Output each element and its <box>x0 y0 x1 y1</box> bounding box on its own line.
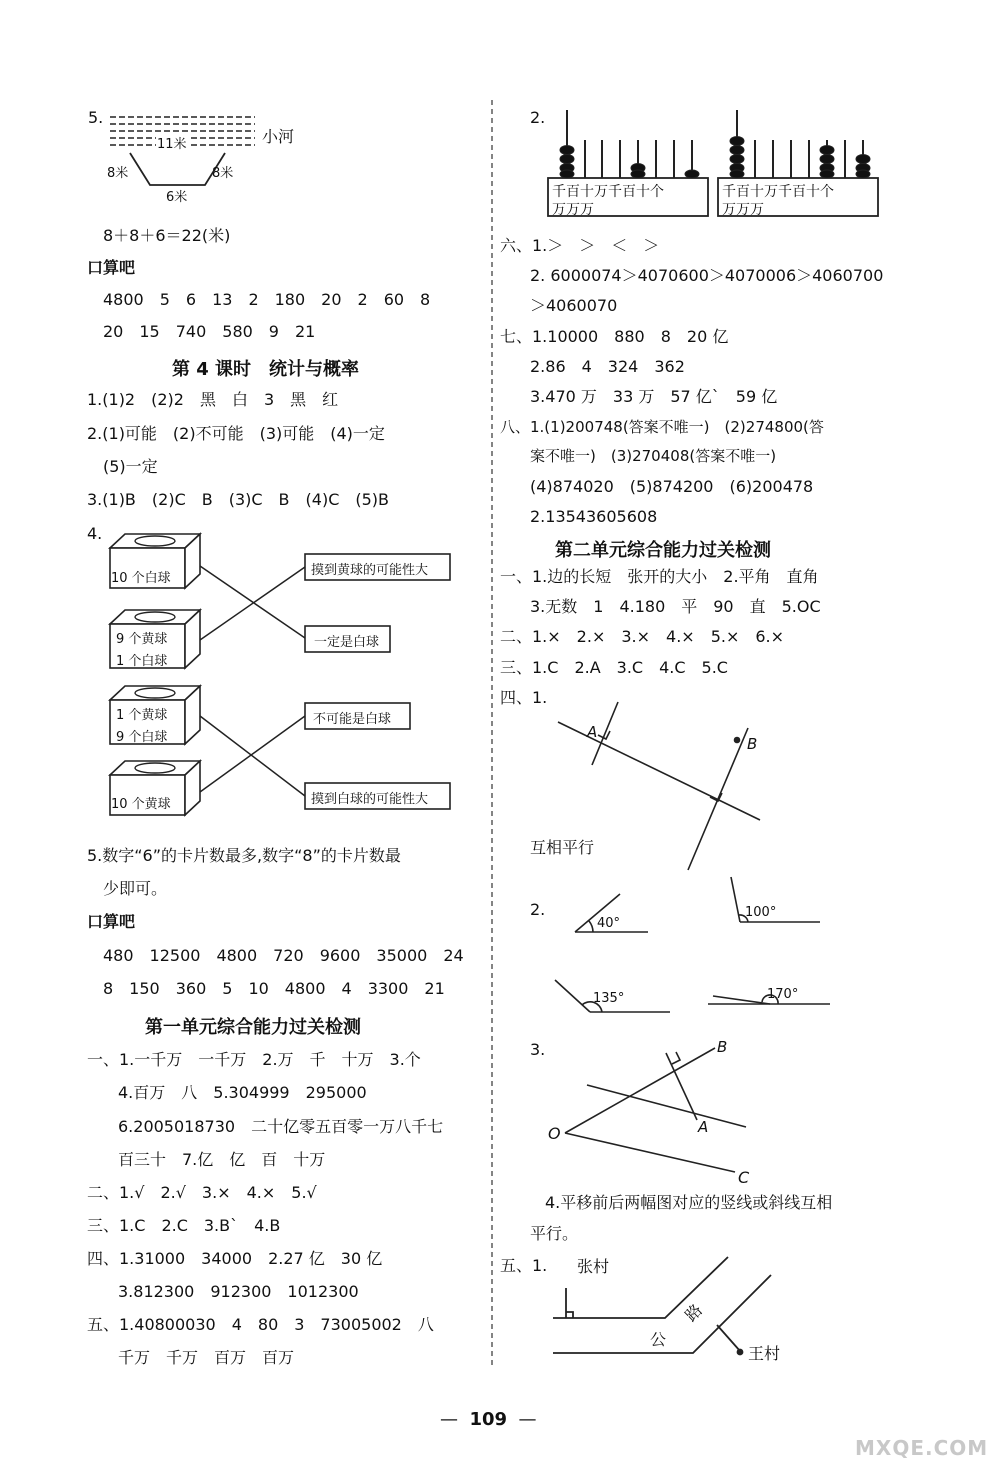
fig3-b-label: B <box>717 1038 728 1056</box>
unit1-s1b: 4.百万 八 5.304999 295000 <box>118 1083 367 1102</box>
box-2-label-b: 1 个白球 <box>116 654 168 669</box>
lesson4-q2a: 2.(1)可能 (2)不可能 (3)可能 (4)一定 <box>87 424 385 443</box>
oral-calc-row-2: 20 15 740 580 9 21 <box>103 322 316 341</box>
angle-o-figure <box>565 1048 746 1172</box>
s8-q1c: (4)874020 (5)874200 (6)200478 <box>530 477 814 496</box>
unit1-s3: 三、1.C 2.C 3.B` 4.B <box>87 1216 281 1235</box>
box-3-label-a: 1 个黄球 <box>116 708 168 723</box>
point-a-label: A <box>587 723 598 741</box>
s7-q2: 2.86 4 324 362 <box>530 357 685 376</box>
unit1-s2: 二、1.√ 2.√ 3.× 4.× 5.√ <box>87 1183 317 1202</box>
angle-100-label: 100° <box>745 905 777 920</box>
lesson4-q5b: 少即可。 <box>103 879 168 898</box>
s6-q2a: 2. 6000074＞4070600＞4070006＞4060700 <box>530 266 884 285</box>
result-box-4: 摸到白球的可能性大 <box>311 792 429 807</box>
unit2-s3: 三、1.C 2.A 3.C 4.C 5.C <box>500 658 728 677</box>
oral-calc2-row-2: 8 150 360 5 10 4800 4 3300 21 <box>103 979 445 998</box>
zhangcun-label: 张村 <box>577 1257 610 1276</box>
length-left: 8米 <box>107 166 129 181</box>
unit1-s4b: 3.812300 912300 1012300 <box>118 1282 359 1301</box>
s8-q2: 2.13543605608 <box>530 507 658 526</box>
result-box-1: 摸到黄球的可能性大 <box>311 563 429 578</box>
box-2-label-a: 9 个黄球 <box>116 632 168 647</box>
q5-label: 5. <box>88 108 104 127</box>
unit2-s4-q2: 2. <box>530 900 546 919</box>
fig3-o-label: O <box>548 1124 561 1143</box>
oral-calc2-row-1: 480 12500 4800 720 9600 35000 24 <box>103 946 464 965</box>
unit-1-title: 第一单元综合能力过关检测 <box>145 1017 361 1038</box>
oral-calc-row-1: 4800 5 6 13 2 180 20 2 60 8 <box>103 290 431 309</box>
unit1-s1a: 一、1.一千万 一千万 2.万 千 十万 3.个 <box>87 1050 421 1069</box>
wangcun-label: 王村 <box>748 1344 781 1363</box>
result-box-2: 一定是白球 <box>314 635 380 650</box>
unit1-s4a: 四、1.31000 34000 2.27 亿 30 亿 <box>87 1249 383 1268</box>
page-number-line: — 109 — <box>440 1409 537 1430</box>
parallel-label: 互相平行 <box>530 838 595 857</box>
box-4-label: 10 个黄球 <box>111 797 171 812</box>
angle-135-label: 135° <box>593 991 625 1006</box>
s8-q1b: 案不唯一) (3)270408(答案不唯一) <box>530 447 777 465</box>
unit1-s1d: 百三十 7.亿 亿 百 十万 <box>118 1150 326 1169</box>
abacus-2-places-row2: 万万万 <box>722 202 764 218</box>
lesson4-q5a: 5.数字“6”的卡片数最多,数字“8”的卡片数最 <box>87 846 401 865</box>
length-top: 11米 <box>156 135 188 155</box>
box-1-label: 10 个白球 <box>111 571 171 586</box>
s7-q1: 七、1.10000 880 8 20 亿 <box>500 327 729 346</box>
lesson-4-title: 第 4 课时 统计与概率 <box>172 359 360 380</box>
unit2-s4-q4a: 4.平移前后两幅图对应的竖线或斜线互相 <box>545 1193 833 1212</box>
length-right: 8米 <box>212 166 234 181</box>
s6-q1: 六、1.＞ ＞ ＜ ＞ <box>500 236 660 255</box>
unit2-s1a: 一、1.边的长短 张开的大小 2.平角 直角 <box>500 567 819 586</box>
river-label: 小河 <box>262 127 295 146</box>
unit2-s4-q1: 四、1. <box>500 688 548 707</box>
unit1-s5b: 千万 千万 百万 百万 <box>118 1348 295 1367</box>
unit1-s1c: 6.2005018730 二十亿零五百零一万八千七 <box>118 1117 444 1136</box>
fig3-c-label: C <box>738 1168 750 1187</box>
abacus-1-places-row1: 千百十万千百十个 <box>552 184 664 200</box>
result-box-3: 不可能是白球 <box>313 712 392 727</box>
lesson4-q2b: (5)一定 <box>103 457 158 476</box>
watermark: MXQE.COM <box>855 1436 989 1460</box>
q5-equation: 8＋8＋6＝22(米) <box>103 226 231 245</box>
lesson4-q4: 4. <box>87 524 103 543</box>
lesson4-q3: 3.(1)B (2)C B (3)C B (4)C (5)B <box>87 490 390 509</box>
road-char-gong: 公 <box>650 1330 667 1349</box>
unit1-s5a: 五、1.40800030 4 80 3 73005002 八 <box>87 1315 434 1334</box>
road-char-lu: 路 <box>681 1300 707 1326</box>
oral-calc-title-1: 口算吧 <box>87 258 136 277</box>
q2-label: 2. <box>530 108 546 127</box>
unit2-s4-q3: 3. <box>530 1040 546 1059</box>
abacus-2-places-row1: 千百十万千百十个 <box>722 184 834 200</box>
unit2-s4-q4b: 平行。 <box>530 1224 579 1243</box>
angle-170-label: 170° <box>767 987 799 1002</box>
fig3-a-label: A <box>698 1118 709 1136</box>
lesson4-q1: 1.(1)2 (2)2 黑 白 3 黑 红 <box>87 390 339 409</box>
unit2-s2: 二、1.× 2.× 3.× 4.× 5.× 6.× <box>500 627 785 646</box>
oral-calc-title-2: 口算吧 <box>87 912 136 931</box>
length-bottom: 6米 <box>166 190 188 205</box>
unit2-s5-q1: 五、1. <box>500 1256 548 1275</box>
s8-q1a: 八、1.(1)200748(答案不唯一) (2)274800(答 <box>500 418 824 436</box>
point-b-label: B <box>747 735 758 753</box>
box-3-label-b: 9 个白球 <box>116 730 168 745</box>
abacus-1-places-row2: 万万万 <box>552 202 594 218</box>
s7-q3: 3.470 万 33 万 57 亿` 59 亿 <box>530 387 778 406</box>
angle-40-label: 40° <box>597 916 621 931</box>
s6-q2b: ＞4060070 <box>530 296 618 315</box>
unit-2-title: 第二单元综合能力过关检测 <box>555 540 771 561</box>
page-number: 109 <box>469 1409 508 1430</box>
unit2-s1b: 3.无数 1 4.180 平 90 直 5.OC <box>530 597 821 616</box>
